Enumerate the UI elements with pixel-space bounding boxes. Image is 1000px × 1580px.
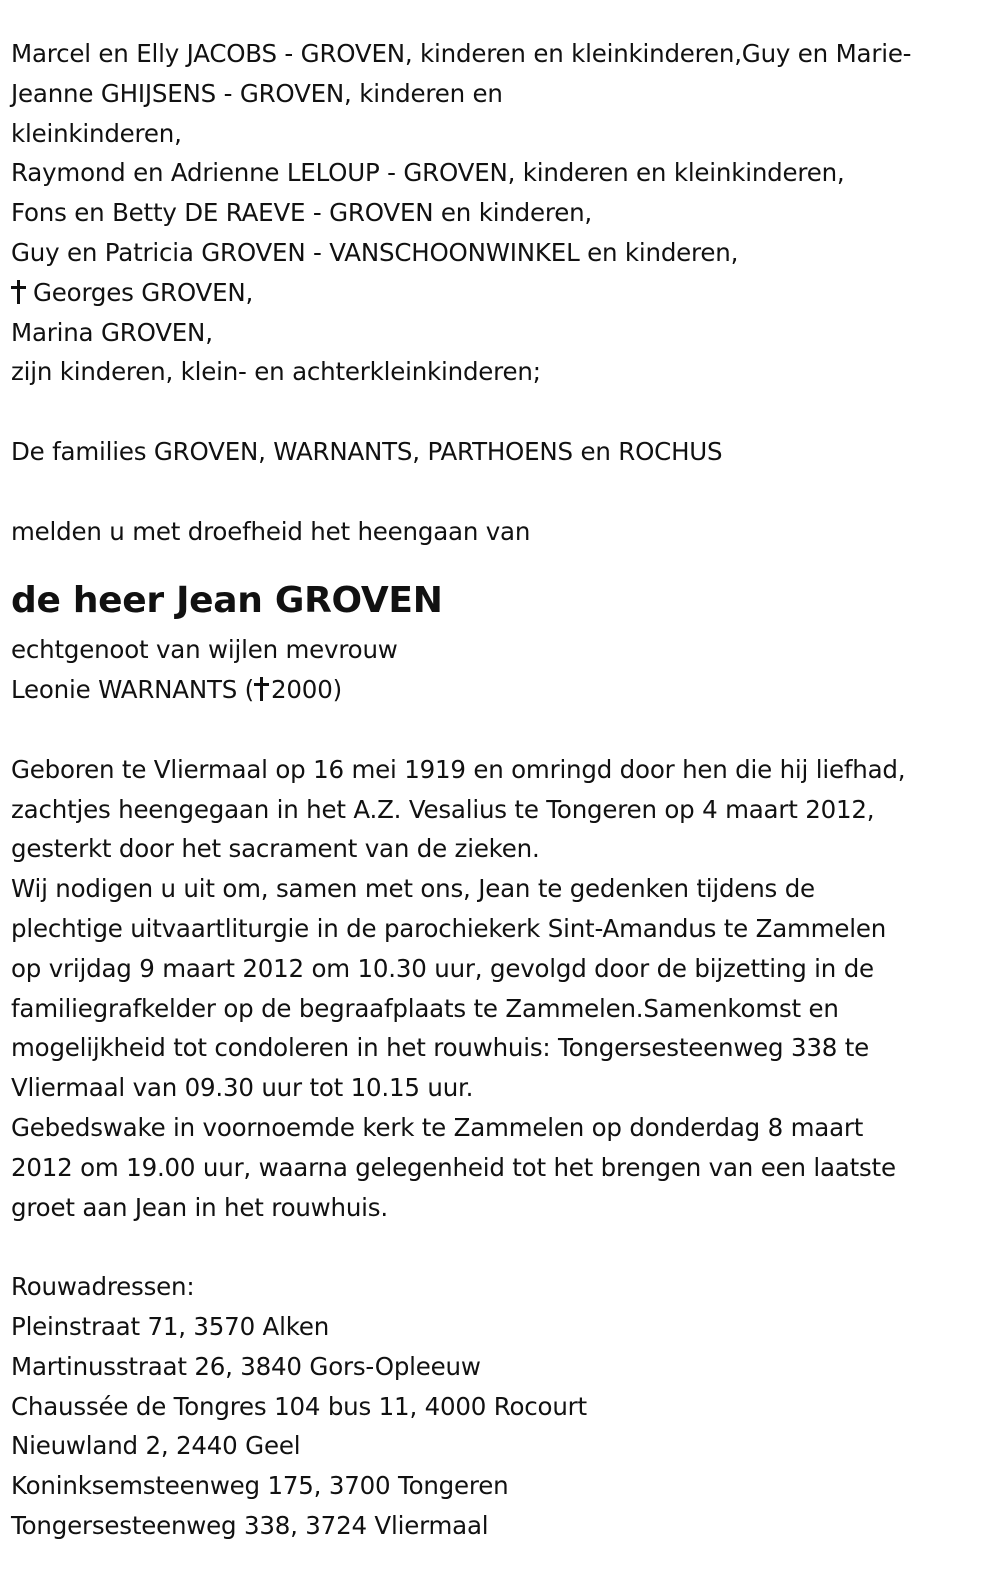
body-line: plechtige uitvaartliturgie in de parochiekerk Sint-Amandus te Zammelen [11, 913, 887, 943]
spouse-name: Leonie WARNANTS ( [11, 675, 255, 705]
spacer [11, 392, 991, 432]
deceased-child-line [11, 273, 991, 313]
spacer [11, 1227, 991, 1267]
cross-icon [254, 677, 268, 701]
body-line: Wij nodigen u uit om, samen met ons, Jean te gedenken tijdens de [11, 874, 815, 904]
address-item: Chaussée de Tongres 104 bus 11, 4000 Rocourt [11, 1391, 587, 1421]
body-line: gesterkt door het sacrament van de zieken. [11, 834, 540, 864]
body-line: op vrijdag 9 maart 2012 om 10.30 uur, gevolgd door de bijzetting in de [11, 953, 874, 983]
family-line: Raymond en Adrienne LELOUP - GROVEN, kinderen en kleinkinderen, [11, 158, 845, 188]
address-item: Pleinstraat 71, 3570 Alken [11, 1311, 330, 1341]
spacer [11, 472, 991, 512]
spacer [11, 551, 991, 571]
family-line: Fons en Betty DE RAEVE - GROVEN en kinderen, [11, 198, 592, 228]
spouse-death-year: 2000) [271, 675, 342, 705]
address-item: Nieuwland 2, 2440 Geel [11, 1431, 301, 1461]
address-item: Martinusstraat 26, 3840 Gors-Opleeuw [11, 1351, 481, 1381]
family-line: Guy en Patricia GROVEN - VANSCHOONWINKEL en kinderen, [11, 237, 739, 267]
announcement-line: melden u met droefheid het heengaan van [11, 516, 531, 546]
body-line: groet aan Jean in het rouwhuis. [11, 1192, 388, 1222]
families-line: De families GROVEN, WARNANTS, PARTHOENS en ROCHUS [11, 436, 723, 466]
body-line: familiegrafkelder op de begraafplaats te Zammelen.Samenkomst en [11, 993, 839, 1023]
deceased-name: de heer Jean GROVEN [11, 580, 443, 622]
addresses-section [11, 1267, 991, 1546]
obituary-notice [11, 34, 991, 1546]
cross-icon [11, 280, 25, 304]
spouse-line [11, 670, 991, 710]
family-list [11, 34, 991, 392]
body-line: Geboren te Vliermaal op 16 mei 1919 en omringd door hen die hij liefhad, [11, 754, 906, 784]
address-item: Tongersesteenweg 338, 3724 Vliermaal [11, 1510, 489, 1540]
deceased-child-name: Georges GROVEN, [33, 277, 254, 307]
family-line: kleinkinderen, [11, 118, 182, 148]
spacer [11, 710, 991, 750]
spouse-intro: echtgenoot van wijlen mevrouw [11, 635, 398, 665]
family-line: Jeanne GHIJSENS - GROVEN, kinderen en [11, 78, 503, 108]
body-line: zachtjes heengegaan in het A.Z. Vesalius te Tongeren op 4 maart 2012, [11, 794, 875, 824]
address-item: Koninksemsteenweg 175, 3700 Tongeren [11, 1471, 509, 1501]
family-line: Marina GROVEN, [11, 317, 213, 347]
family-line: Marcel en Elly JACOBS - GROVEN, kinderen en kleinkinderen,Guy en Marie- [11, 39, 912, 68]
body-text [11, 750, 991, 1228]
body-line: 2012 om 19.00 uur, waarna gelegenheid tot het brengen van een laatste [11, 1152, 896, 1182]
body-line: Vliermaal van 09.30 uur tot 10.15 uur. [11, 1073, 474, 1103]
body-line: Gebedswake in voornoemde kerk te Zammelen op donderdag 8 maart [11, 1112, 864, 1142]
addresses-heading: Rouwadressen: [11, 1272, 195, 1302]
family-line: zijn kinderen, klein- en achterkleinkinderen; [11, 357, 541, 387]
body-line: mogelijkheid tot condoleren in het rouwhuis: Tongersesteenweg 338 te [11, 1033, 870, 1063]
